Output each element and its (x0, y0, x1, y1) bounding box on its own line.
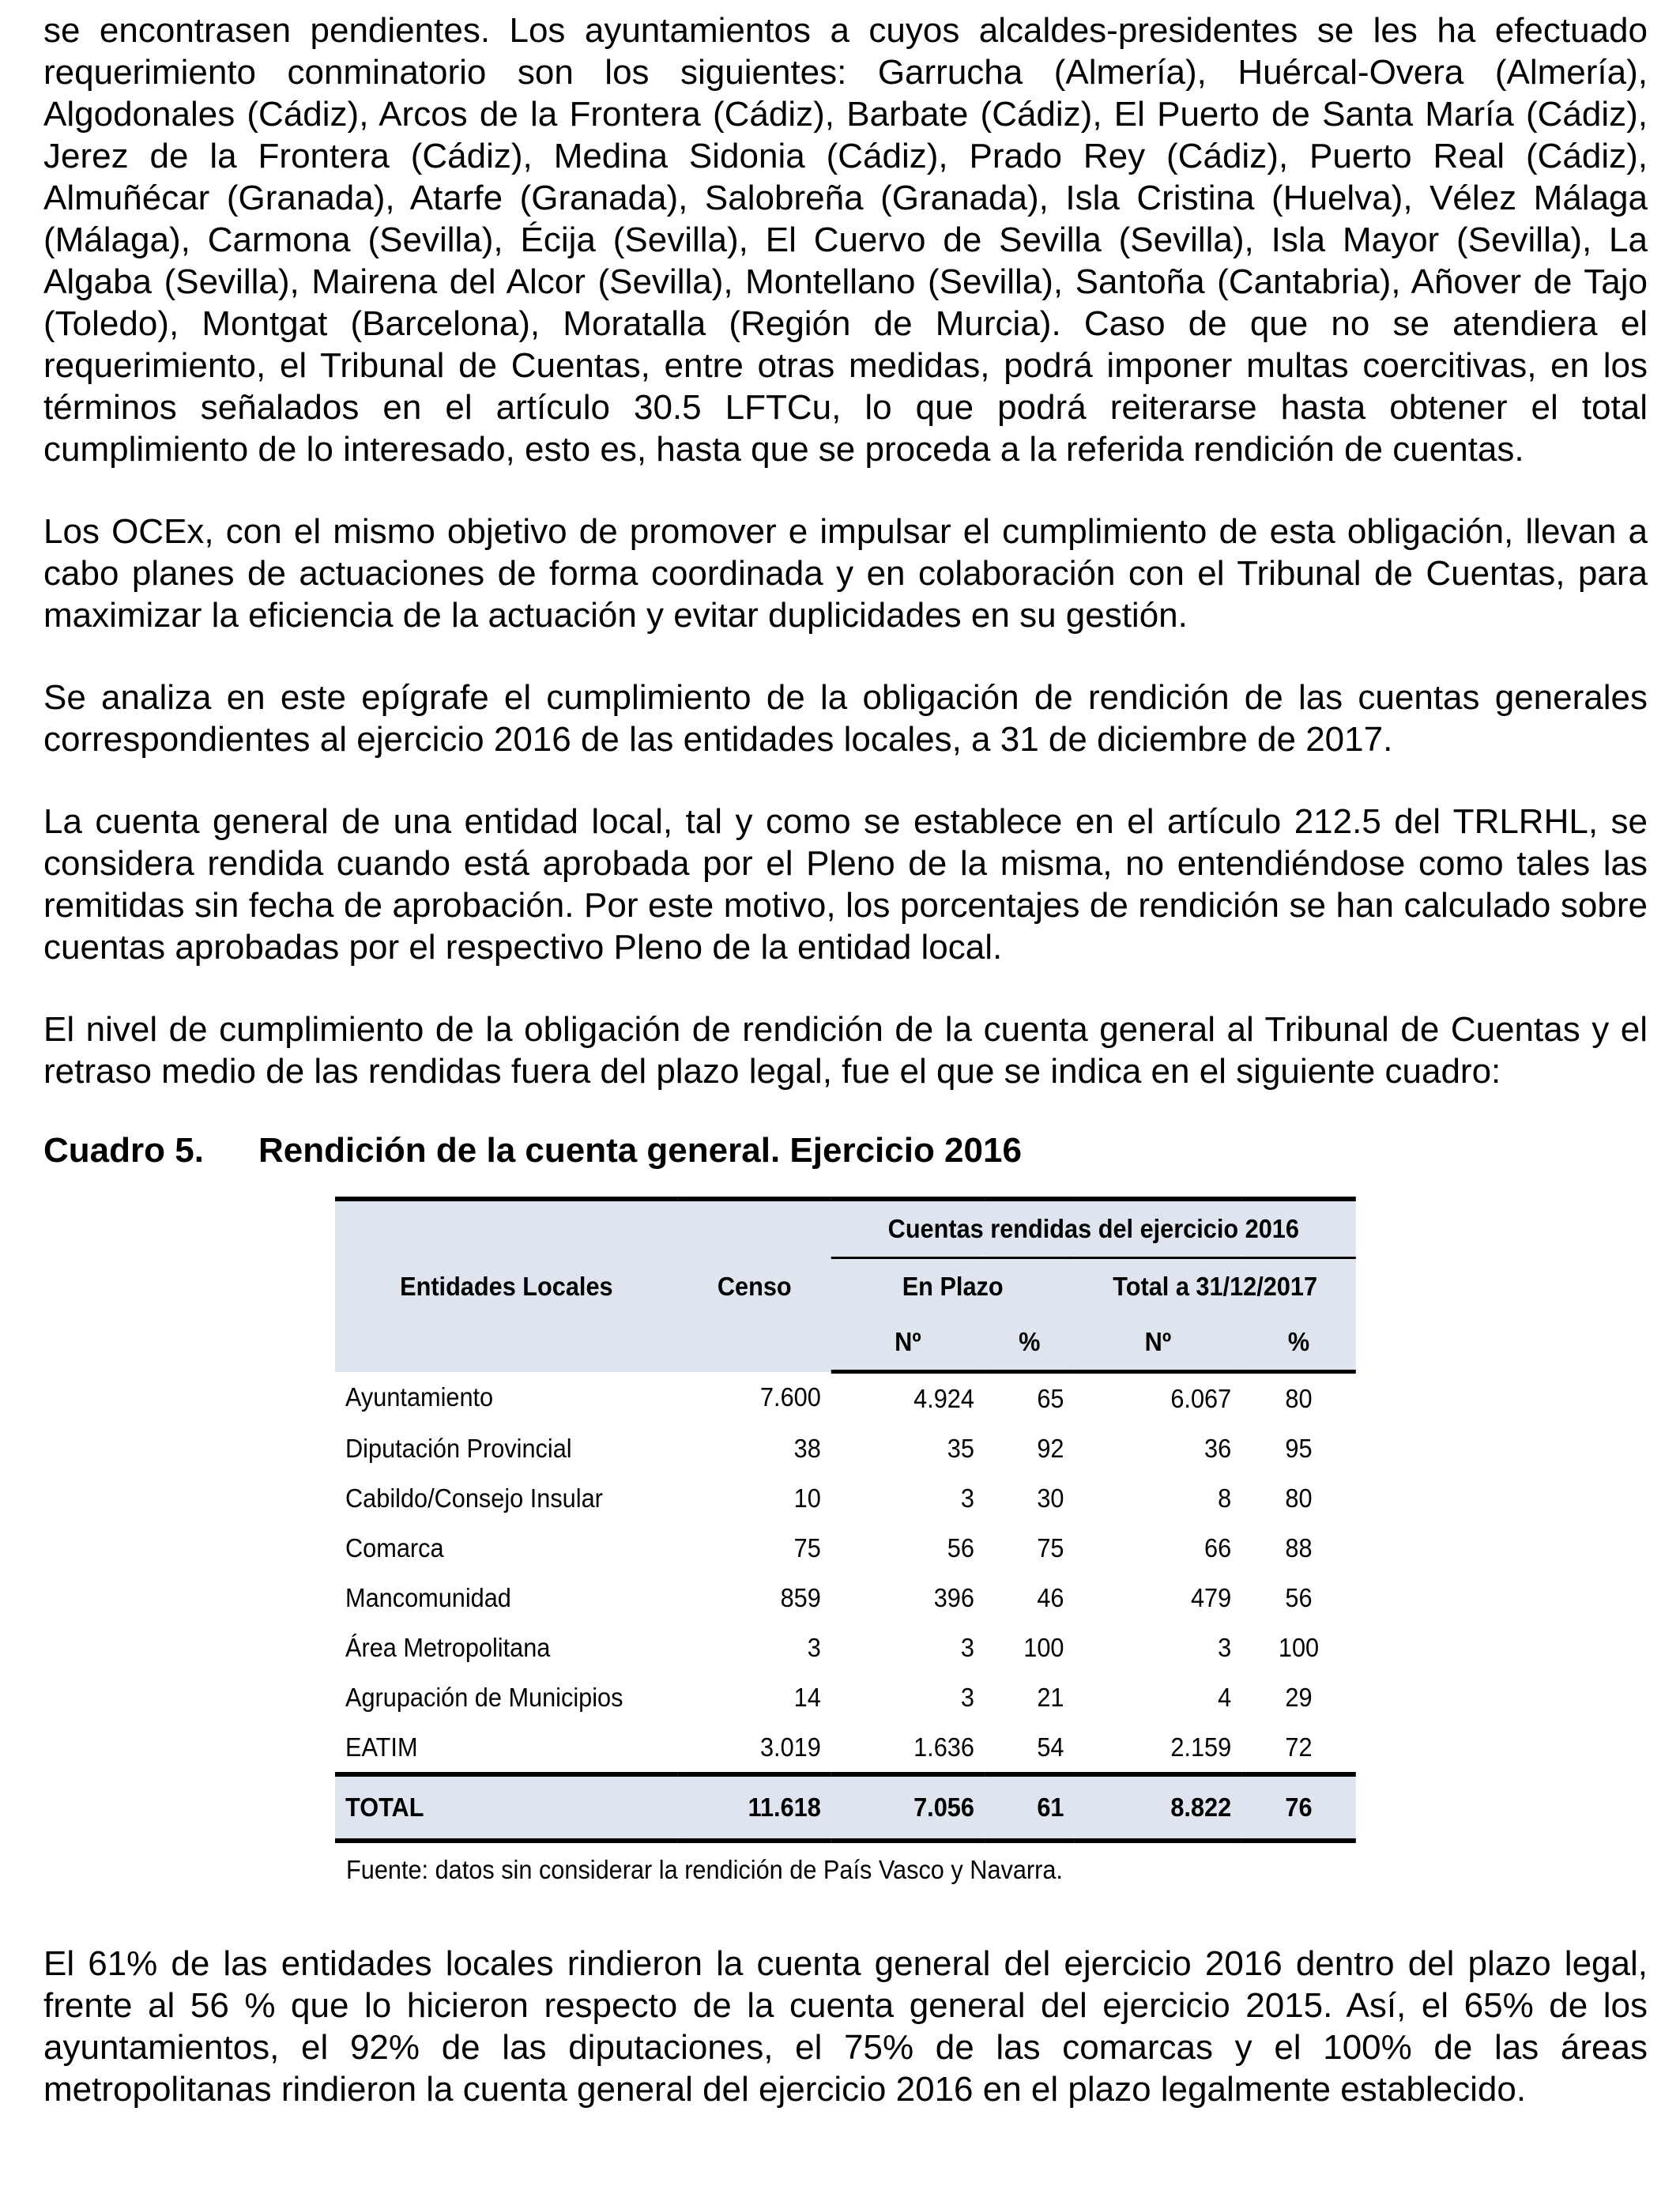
total-label: TOTAL (335, 1774, 678, 1841)
cell-n2: 66 (1204, 1532, 1232, 1563)
caption-title: Rendición de la cuenta general. Ejercicio 2016 (258, 1131, 1022, 1170)
cell-p1: 30 (1037, 1483, 1064, 1513)
header-total-at: Total a 31/12/2017 (1075, 1258, 1356, 1315)
total-p2: 76 (1241, 1774, 1356, 1841)
total-n1: 7.056 (831, 1774, 985, 1841)
header-n2: Nº (1075, 1314, 1242, 1372)
table-row (335, 1722, 1356, 1774)
document-page (43, 9, 1648, 2151)
header-census: Censo (678, 1199, 831, 1372)
header-in-term: En Plazo (831, 1258, 1075, 1315)
cell-name: Diputación Provincial (345, 1433, 572, 1463)
header-n1: Nº (831, 1314, 985, 1372)
cell-n1: 3 (960, 1682, 974, 1712)
cell-n1: 1.636 (913, 1732, 974, 1762)
paragraph-requerimiento: se encontrasen pendientes. Los ayuntamientos a cuyos alcaldes-presidentes se les ha efectuado requerimiento conminatorio son los siguientes: Garrucha (Almería), Huércal-Overa (Almería), Algodonales (Cádiz), Arcos de la Frontera (Cádiz), Barbate (Cádiz), El Puerto de Santa María (Cádiz), Jerez de la Frontera (Cádiz), Medina Sidonia (Cádiz), Prado Rey (Cádiz), Puerto Real (Cádiz), Almuñécar (Granada), Atarfe (Granada), Salobreña (Granada), Isla Cristina (Huelva), Vélez Málaga (Málaga), Carmona (Sevilla), Écija (Sevilla), El Cuervo de Sevilla (Sevilla), Isla Mayor (Sevilla), La Algaba (Sevilla), Mairena del Alcor (Sevilla), Montellano (Sevilla), Santoña (Cantabria), Añover de Tajo (Toledo), Montgat (Barcelona), Moratalla (Región de Murcia). Caso de que no se atendiera el requerimiento, el Tribunal de Cuentas, entre otras medidas, podrá imponer multas coercitivas, en los términos señalados en el artículo 30.5 LFTCu, lo que podrá reiterarse hasta obtener el total cumplimiento de lo interesado, esto es, hasta que se proceda a la referida rendición de cuentas. (43, 11, 1648, 469)
table-row (335, 1672, 1356, 1722)
table-row (335, 1473, 1356, 1523)
cell-name: Agrupación de Municipios (345, 1682, 623, 1712)
table-row (335, 1372, 1356, 1424)
cell-name: Comarca (345, 1532, 444, 1563)
total-p1: 61 (985, 1774, 1075, 1841)
cell-censo: 75 (793, 1532, 821, 1563)
paragraph-conclusion: El 61% de las entidades locales rindieron la cuenta general del ejercicio 2016 dentro del plazo legal, frente al 56 % que lo hicieron respecto de la cuenta general del ejercicio 2015. Así, el 65% de los ayuntamientos, el 92% de las diputaciones, el 75% de las comarcas y el 100% de las áreas metropolitanas rindieron la cuenta general del ejercicio 2016 en el plazo legalmente establecido. (43, 1944, 1648, 2109)
table-row (335, 1523, 1356, 1573)
paragraph-cuenta-general: La cuenta general de una entidad local, tal y como se establece en el artículo 212.5 del TRLRHL, se considera rendida cuando está aprobada por el Pleno de la misma, no entendiéndose como tales las remitidas sin fecha de aprobación. Por este motivo, los porcentajes de rendición se han calculado sobre cuentas aprobadas por el respectivo Pleno de la entidad local. (43, 802, 1648, 967)
paragraph-nivel-cumplimiento: El nivel de cumplimiento de la obligación de rendición de la cuenta general al Tribunal de Cuentas y el retraso medio de las rendidas fuera del plazo legal, fue el que se indica en el siguiente cuadro: (43, 1010, 1648, 1091)
table-container (335, 1197, 1356, 1886)
cell-p2: 80 (1285, 1483, 1313, 1513)
cell-censo: 14 (793, 1682, 821, 1712)
cell-n1: 396 (933, 1582, 974, 1612)
cell-censo: 859 (780, 1582, 821, 1612)
cell-n2: 3 (1218, 1632, 1232, 1662)
cell-p1: 21 (1037, 1682, 1064, 1712)
cell-name: Ayuntamiento (345, 1382, 494, 1412)
cell-p2: 56 (1285, 1582, 1313, 1612)
header-group: Cuentas rendidas del ejercicio 2016 (831, 1199, 1356, 1258)
table-caption (43, 1129, 1648, 1171)
cell-censo: 3.019 (759, 1732, 821, 1762)
cell-censo: 3 (807, 1632, 821, 1662)
table-row (335, 1623, 1356, 1672)
cell-p2: 80 (1285, 1383, 1313, 1413)
cell-p1: 75 (1037, 1532, 1064, 1563)
header-p1: % (985, 1314, 1075, 1372)
cell-name: Cabildo/Consejo Insular (345, 1483, 603, 1513)
cell-censo: 10 (793, 1483, 821, 1513)
cell-n2: 479 (1190, 1582, 1232, 1612)
cell-name: Mancomunidad (345, 1582, 511, 1612)
paragraph-ocex: Los OCEx, con el mismo objetivo de promover e impulsar el cumplimiento de esta obligación, llevan a cabo planes de actuaciones de forma coordinada y en colaboración con el Tribunal de Cuentas, para maximizar la eficiencia de la actuación y evitar duplicidades en su gestión. (43, 512, 1648, 635)
cell-n1: 56 (947, 1532, 974, 1563)
cell-n1: 35 (947, 1433, 974, 1463)
cell-n2: 4 (1218, 1682, 1232, 1712)
cell-n1: 4.924 (913, 1383, 974, 1413)
header-entity: Entidades Locales (335, 1199, 678, 1372)
cell-name: Área Metropolitana (345, 1632, 551, 1662)
cell-n2: 8 (1218, 1483, 1232, 1513)
cell-p1: 65 (1037, 1383, 1064, 1413)
cell-censo: 38 (793, 1433, 821, 1463)
cell-n1: 3 (960, 1483, 974, 1513)
cell-p1: 46 (1037, 1582, 1064, 1612)
header-p2: % (1241, 1314, 1356, 1372)
total-n2: 8.822 (1075, 1774, 1242, 1841)
table-total-row (335, 1774, 1356, 1841)
cell-p2: 95 (1285, 1433, 1313, 1463)
cell-censo: 7.600 (759, 1382, 821, 1412)
caption-number: Cuadro 5. (43, 1131, 204, 1170)
table-source-note: Fuente: datos sin considerar la rendición de País Vasco y Navarra. (346, 1855, 1063, 1884)
cell-p2: 100 (1278, 1632, 1320, 1662)
total-censo: 11.618 (678, 1774, 831, 1841)
cell-p2: 72 (1285, 1732, 1313, 1762)
cell-n2: 36 (1204, 1433, 1232, 1463)
cell-p2: 29 (1285, 1682, 1313, 1712)
cell-n2: 6.067 (1170, 1383, 1232, 1413)
table-row (335, 1423, 1356, 1473)
cell-p1: 100 (1023, 1632, 1064, 1662)
paragraph-epigrafe: Se analiza en este epígrafe el cumplimiento de la obligación de rendición de las cuentas generales correspondientes al ejercicio 2016 de las entidades locales, a 31 de diciembre de 2017. (43, 678, 1648, 759)
cell-p1: 92 (1037, 1433, 1064, 1463)
cell-n1: 3 (960, 1632, 974, 1662)
cell-name: EATIM (345, 1732, 418, 1762)
cell-n2: 2.159 (1170, 1732, 1232, 1762)
rendicion-table (335, 1197, 1356, 1843)
cell-p2: 88 (1285, 1532, 1313, 1563)
table-row (335, 1573, 1356, 1623)
cell-p1: 54 (1037, 1732, 1064, 1762)
